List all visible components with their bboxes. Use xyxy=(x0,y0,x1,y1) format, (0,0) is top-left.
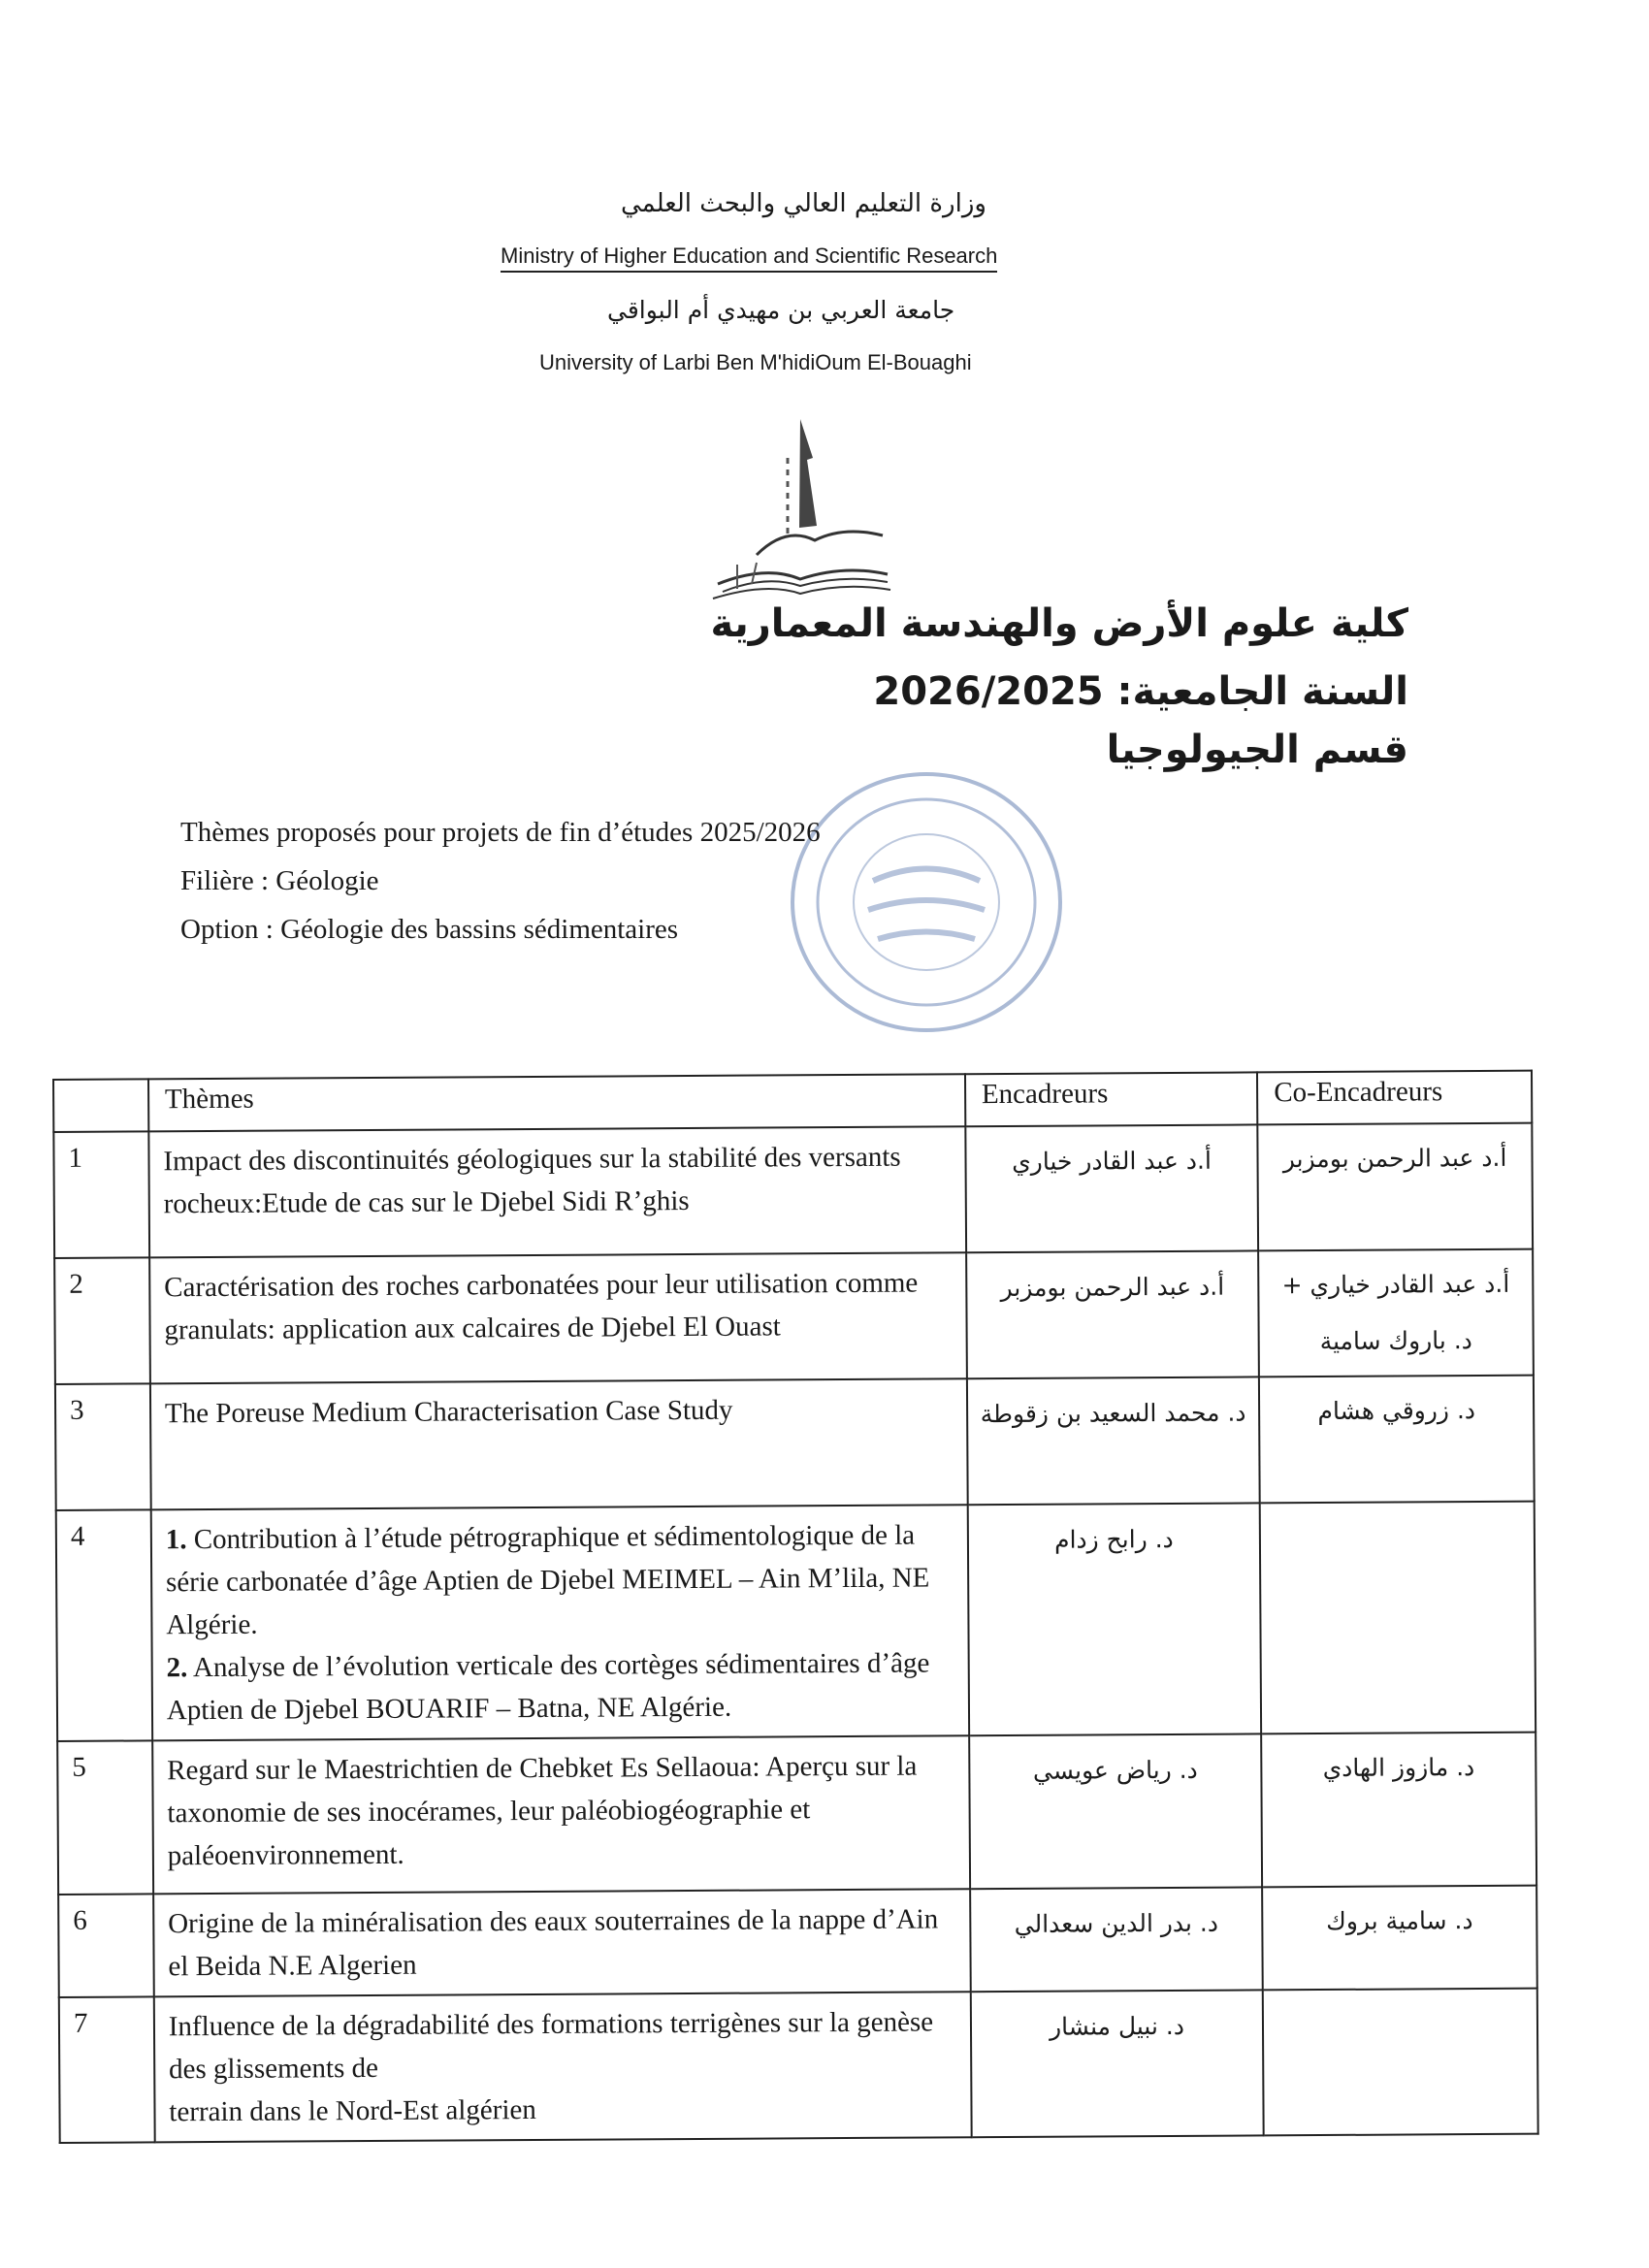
ministry-name-english: Ministry of Higher Education and Scientific Research xyxy=(501,243,997,273)
subtheme-text: Analyse de l’évolution verticale des cortèges sédimentaires d’âge Aptien de Djebel BOUARIF – Batna, NE Algérie. xyxy=(166,1647,930,1727)
table-row xyxy=(58,1886,1537,1997)
header-themes: Thèmes xyxy=(148,1074,965,1131)
row-number: 5 xyxy=(57,1740,153,1895)
department-name: قسم الجيولوجيا xyxy=(1106,728,1408,772)
themes-table xyxy=(52,1070,1539,2144)
intro-title: Thèmes proposés pour projets de fin d’études 2025/2026 xyxy=(180,817,821,848)
row-theme xyxy=(154,1992,972,2142)
row-co-encadreur: د. مازوز الهادي xyxy=(1261,1733,1536,1888)
table-row xyxy=(57,1733,1536,1895)
university-logo xyxy=(698,419,902,603)
subtheme-number: 1. xyxy=(165,1524,187,1556)
table-row xyxy=(56,1502,1536,1741)
table-row xyxy=(59,1989,1538,2143)
intro-filiere: Filière : Géologie xyxy=(180,865,379,896)
row-co-encadreur xyxy=(1263,1989,1538,2136)
faculty-name: كلية علوم الأرض والهندسة المعمارية xyxy=(710,601,1408,646)
row-theme: Origine de la minéralisation des eaux souterraines de la nappe d’Ain el Beida N.E Algerien xyxy=(153,1889,971,1996)
row-theme xyxy=(151,1505,969,1740)
intro-option: Option : Géologie des bassins sédimentaires xyxy=(180,914,679,945)
academic-year: السنة الجامعية: 2026/2025 xyxy=(873,669,1408,714)
table-row xyxy=(54,1249,1534,1384)
university-name-arabic: جامعة العربي بن مهيدي أم البواقي xyxy=(607,296,955,324)
table-header-row xyxy=(53,1071,1532,1132)
university-name-english: University of Larbi Ben M'hidiOum El-Bouaghi xyxy=(539,350,972,374)
row-theme: Regard sur le Maestrichtien de Chebket Es Sellaoua: Aperçu sur la taxonomie de ses inocérames, leur paléobiogéographie et paléoenvironnement. xyxy=(152,1735,970,1894)
row-encadreur: أ.د عبد القادر خياري xyxy=(965,1124,1258,1252)
row-co-encadreur xyxy=(1260,1502,1536,1734)
row-encadreur: د. رياض عويسي xyxy=(969,1733,1262,1889)
subtheme-number: 2. xyxy=(166,1652,188,1684)
table-row xyxy=(53,1123,1533,1258)
row-number: 6 xyxy=(58,1894,154,1997)
row-number: 4 xyxy=(56,1509,152,1741)
row-theme: Caractérisation des roches carbonatées pour leur utilisation comme granulats: application aux calcaires de Djebel El Ouast xyxy=(149,1252,967,1383)
row-number: 7 xyxy=(59,1996,155,2143)
row-co-encadreur: أ.د عبد الرحمن بومزبر xyxy=(1257,1123,1533,1251)
row-number: 3 xyxy=(55,1383,151,1510)
row-encadreur: د. بدر الدين سعدالي xyxy=(970,1887,1263,1992)
header-co-encadreurs: Co-Encadreurs xyxy=(1257,1071,1532,1125)
row-encadreur: د. محمد السعيد بن زقوطة xyxy=(967,1377,1260,1505)
department-stamp xyxy=(781,764,1072,1041)
row-co-encadreur: د. سامية بروك xyxy=(1262,1886,1536,1991)
row-theme: Impact des discontinuités géologiques sur la stabilité des versants rocheux:Etude de cas sur le Djebel Sidi R’ghis xyxy=(148,1126,966,1257)
theme-line: Influence de la dégradabilité des formations terrigènes sur la genèse des glissements de xyxy=(168,2006,934,2086)
theme-line: terrain dans le Nord-Est algérien xyxy=(169,2093,536,2128)
header-encadreurs: Encadreurs xyxy=(965,1072,1258,1126)
row-number: 1 xyxy=(53,1131,149,1258)
row-number: 2 xyxy=(54,1257,150,1384)
row-encadreur: د. رابح زدام xyxy=(967,1503,1261,1735)
header-number xyxy=(53,1079,148,1132)
row-co-encadreur: أ.د عبد القادر خياري + د. باروك سامية xyxy=(1258,1249,1534,1377)
subtheme-text: Contribution à l’étude pétrographique et sédimentologique de la série carbonatée d’âge Aptien de Djebel MEIMEL – Ain M’lila, NE Algérie. xyxy=(165,1519,930,1641)
row-theme: The Poreuse Medium Characterisation Case Study xyxy=(150,1378,968,1509)
row-encadreur: د. نبيل منشار xyxy=(971,1990,1264,2137)
table-row xyxy=(55,1376,1535,1510)
ministry-name-arabic: وزارة التعليم العالي والبحث العلمي xyxy=(621,189,986,218)
row-encadreur: أ.د عبد الرحمن بومزبر xyxy=(966,1250,1259,1378)
row-co-encadreur: د. زروقي هشام xyxy=(1259,1376,1535,1504)
